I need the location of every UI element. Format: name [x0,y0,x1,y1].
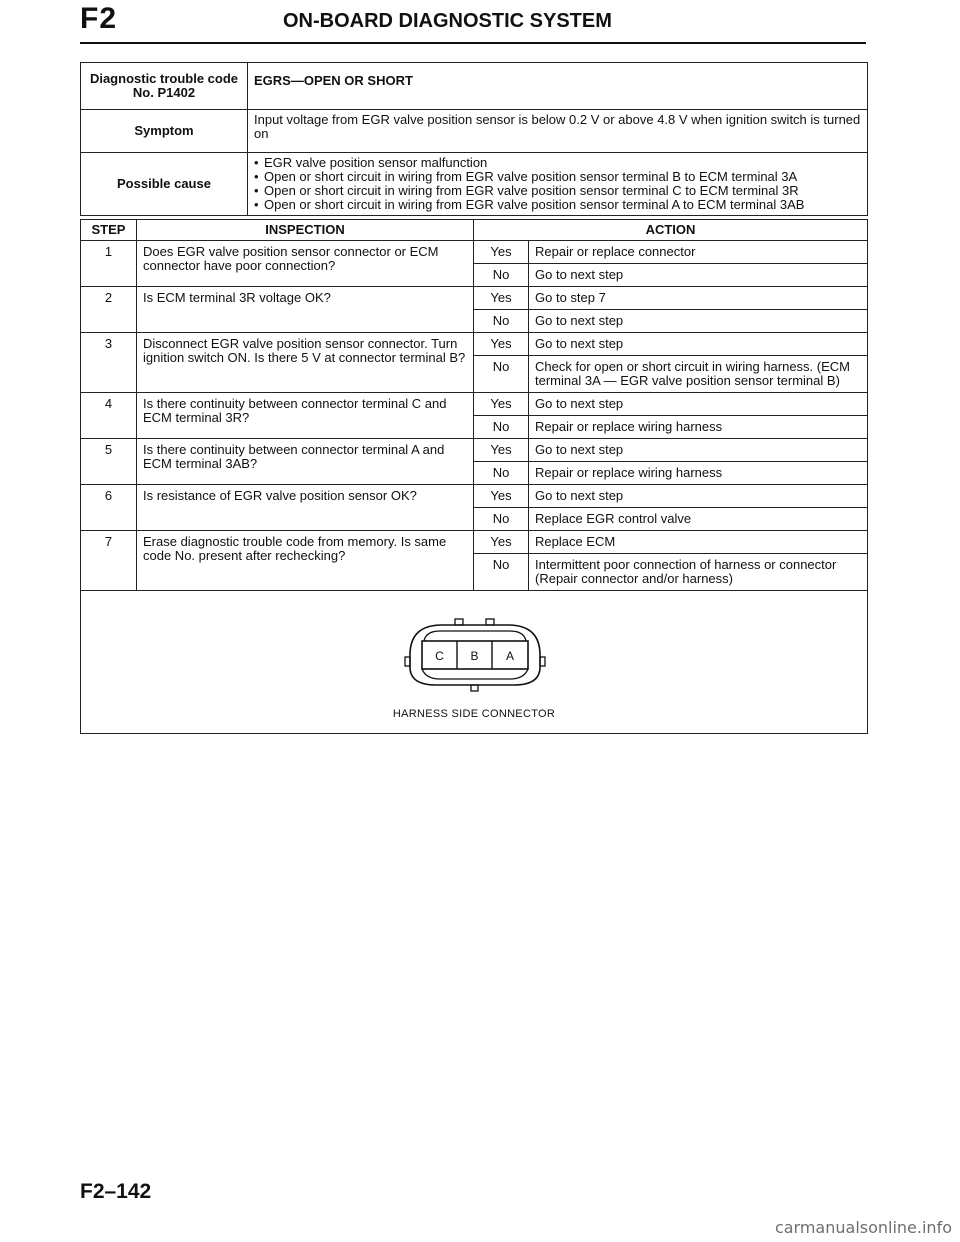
dtc-label: Diagnostic trouble code No. P1402 [81,63,248,110]
terminal-b: B [470,649,479,663]
list-item: • Open or short circuit in wiring from EGR valve position sensor terminal C to ECM terminal 3R [254,184,861,198]
no-label: No [474,416,529,439]
no-action: Intermittent poor connection of harness or connector (Repair connector and/or harness) [529,554,868,591]
yes-label: Yes [474,333,529,356]
yes-action: Go to next step [529,393,868,416]
inspection-text: Is resistance of EGR valve position sensor OK? [137,485,474,531]
table-row [81,287,868,310]
terminal-c: C [435,649,444,663]
page-number: F2–142 [80,1180,152,1203]
cause-list [254,156,861,212]
dtc-row [81,63,868,110]
yes-action: Repair or replace connector [529,241,868,264]
step-number: 4 [81,393,137,439]
connector-inner [424,631,526,641]
yes-action: Go to next step [529,439,868,462]
symptom-row [81,110,868,153]
table-row [81,393,868,416]
step-number: 5 [81,439,137,485]
inspection-text: Is there continuity between connector terminal C and ECM terminal 3R? [137,393,474,439]
yes-action: Go to next step [529,333,868,356]
no-action: Repair or replace wiring harness [529,462,868,485]
no-action: Go to next step [529,264,868,287]
harness-connector-icon [402,615,548,695]
yes-label: Yes [474,439,529,462]
connector-tab [471,685,478,691]
steps-header-row [81,220,868,241]
inspection-text: Does EGR valve position sensor connector or ECM connector have poor connection? [137,241,474,287]
no-action: Check for open or short circuit in wiring harness. (ECM terminal 3A — EGR valve position sensor terminal B) [529,356,868,393]
no-label: No [474,554,529,591]
yes-label: Yes [474,531,529,554]
dtc-value: EGRS—OPEN OR SHORT [248,63,868,110]
list-item: • EGR valve position sensor malfunction [254,156,861,170]
table-row [81,531,868,554]
no-action: Go to next step [529,310,868,333]
table-row [81,439,868,462]
table-row [81,485,868,508]
steps-table [80,219,868,734]
cause-row [81,153,868,216]
step-number: 1 [81,241,137,287]
step-header: STEP [81,220,137,241]
header-divider [80,42,866,44]
step-number: 2 [81,287,137,333]
list-item: • Open or short circuit in wiring from EGR valve position sensor terminal A to ECM terminal 3AB [254,198,861,212]
step-number: 6 [81,485,137,531]
terminal-a: A [505,649,515,663]
section-code: F2 [80,2,118,35]
yes-action: Go to next step [529,485,868,508]
no-label: No [474,356,529,393]
yes-label: Yes [474,241,529,264]
table-row [81,333,868,356]
yes-action: Replace ECM [529,531,868,554]
cause-label: Possible cause [81,153,248,216]
connector-tab [486,619,494,625]
symptom-text: Input voltage from EGR valve position sensor is below 0.2 V or above 4.8 V when ignition switch is turned on [248,110,868,153]
info-table [80,62,868,216]
inspection-text: Is ECM terminal 3R voltage OK? [137,287,474,333]
yes-label: Yes [474,393,529,416]
list-item: • Open or short circuit in wiring from EGR valve position sensor terminal B to ECM terminal 3A [254,170,861,184]
diagram-cell [81,591,868,734]
symptom-label: Symptom [81,110,248,153]
watermark: carmanualsonline.info [774,1218,952,1237]
no-action: Repair or replace wiring harness [529,416,868,439]
inspection-text: Is there continuity between connector terminal A and ECM terminal 3AB? [137,439,474,485]
table-row [81,241,868,264]
step-number: 7 [81,531,137,591]
connector-tab [455,619,463,625]
cause-cell [248,153,868,216]
connector-diagram [81,591,867,733]
yes-action: Go to step 7 [529,287,868,310]
step-number: 3 [81,333,137,393]
action-header: ACTION [474,220,868,241]
no-action: Replace EGR control valve [529,508,868,531]
page-title: ON-BOARD DIAGNOSTIC SYSTEM [283,10,612,32]
diagram-row [81,591,868,734]
diagram-caption: HARNESS SIDE CONNECTOR [392,708,556,720]
yes-label: Yes [474,287,529,310]
inspection-header: INSPECTION [137,220,474,241]
no-label: No [474,508,529,531]
connector-inner [422,669,528,679]
inspection-text: Erase diagnostic trouble code from memory. Is same code No. present after rechecking? [137,531,474,591]
no-label: No [474,462,529,485]
no-label: No [474,264,529,287]
inspection-text: Disconnect EGR valve position sensor connector. Turn ignition switch ON. Is there 5 V at connector terminal B? [137,333,474,393]
yes-label: Yes [474,485,529,508]
no-label: No [474,310,529,333]
